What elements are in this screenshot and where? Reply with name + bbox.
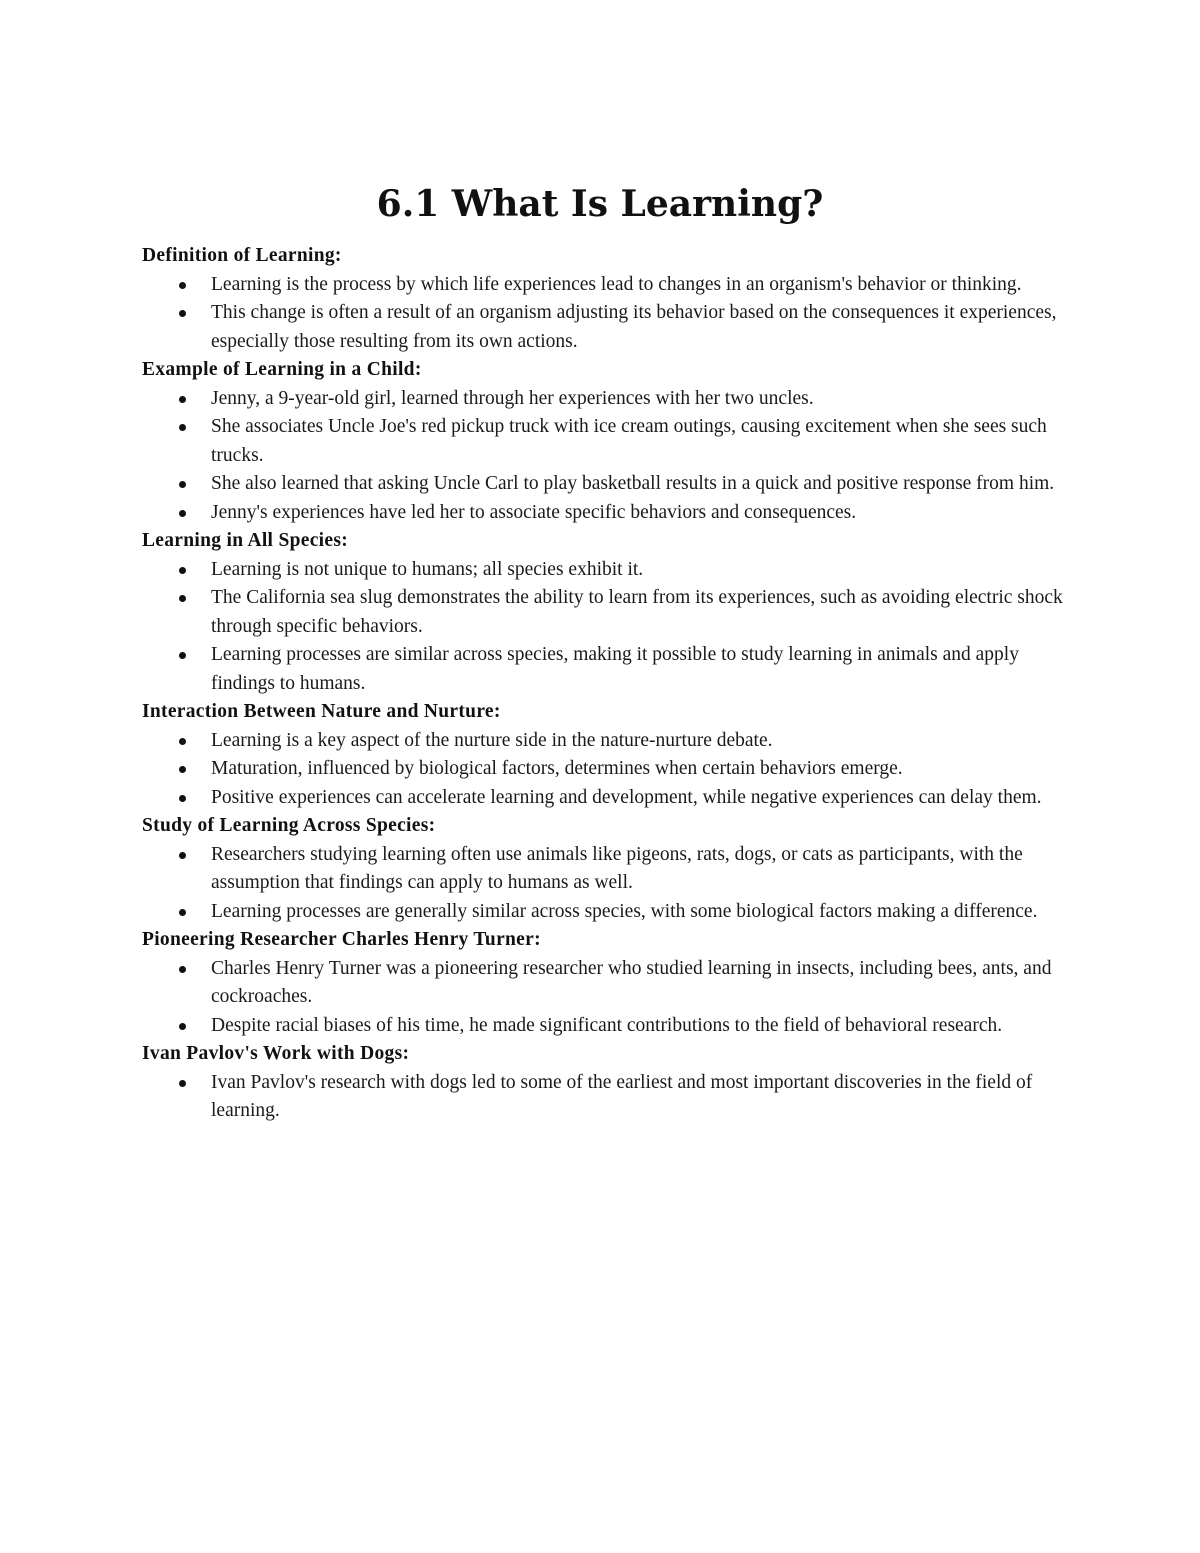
bullet-icon <box>179 1080 186 1087</box>
list-item-text: Ivan Pavlov's research with dogs led to some of the earliest and most important discoveries in the field of learning. <box>211 1071 1033 1121</box>
section-heading: Study of Learning Across Species: <box>142 815 436 836</box>
section-ivan-pavlovs-work-with-dogs <box>142 1040 1072 1126</box>
bullet-icon <box>179 396 186 403</box>
list-item <box>142 727 1072 756</box>
list-item-text: Learning is the process by which life experiences lead to changes in an organism's behavior or thinking. <box>211 273 1022 295</box>
list-item <box>142 1069 1072 1126</box>
bullet-icon <box>179 795 186 802</box>
bullet-icon <box>179 567 186 574</box>
bullet-icon <box>179 510 186 517</box>
list-item <box>142 584 1072 641</box>
section-definition-of-learning <box>142 242 1072 356</box>
list-item-text: Learning is not unique to humans; all species exhibit it. <box>211 558 644 580</box>
section-heading: Example of Learning in a Child: <box>142 359 422 380</box>
list-item-text: The California sea slug demonstrates the ability to learn from its experiences, such as avoiding electric shock through specific behaviors. <box>211 587 1063 637</box>
bullet-icon <box>179 966 186 973</box>
section-interaction-between-nature-and-nurture <box>142 698 1072 812</box>
bullet-icon <box>179 310 186 317</box>
bullet-list <box>142 556 1072 699</box>
list-item-text: Jenny, a 9-year-old girl, learned through her experiences with her two uncles. <box>211 387 814 409</box>
section-learning-in-all-species <box>142 527 1072 698</box>
bullet-icon <box>179 282 186 289</box>
list-item <box>142 299 1072 356</box>
list-item-text: She also learned that asking Uncle Carl to play basketball results in a quick and positive response from him. <box>211 473 1055 494</box>
page-title: 6.1 What Is Learning? <box>376 183 824 225</box>
list-item <box>142 470 1072 499</box>
bullet-list <box>142 955 1072 1041</box>
list-item-text: Positive experiences can accelerate learning and development, while negative experiences can delay them. <box>211 786 1042 808</box>
bullet-icon <box>179 738 186 745</box>
section-study-of-learning-across-species <box>142 812 1072 926</box>
document-body <box>142 242 1072 1126</box>
section-heading: Definition of Learning: <box>142 245 342 266</box>
list-item <box>142 641 1072 698</box>
section-pioneering-researcher-charles-henry-turner <box>142 926 1072 1040</box>
list-item <box>142 1012 1072 1041</box>
list-item-text: Despite racial biases of his time, he made significant contributions to the field of behavioral research. <box>211 1014 1003 1036</box>
section-example-of-learning-in-a-child <box>142 356 1072 527</box>
bullet-list <box>142 841 1072 927</box>
list-item <box>142 755 1072 784</box>
bullet-icon <box>179 481 186 488</box>
bullet-icon <box>179 424 186 431</box>
list-item-text: Learning is a key aspect of the nurture side in the nature-nurture debate. <box>211 729 773 751</box>
list-item-text: This change is often a result of an organism adjusting its behavior based on the consequences it experiences, especially those resulting from its own actions. <box>211 302 1057 352</box>
list-item <box>142 841 1072 898</box>
bullet-list <box>142 727 1072 813</box>
bullet-icon <box>179 1023 186 1030</box>
bullet-list <box>142 271 1072 357</box>
list-item-text: She associates Uncle Joe's red pickup truck with ice cream outings, causing excitement when she sees such trucks. <box>211 416 1047 466</box>
section-heading: Learning in All Species: <box>142 530 349 551</box>
list-item <box>142 898 1072 927</box>
list-item <box>142 499 1072 528</box>
list-item-text: Maturation, influenced by biological factors, determines when certain behaviors emerge. <box>211 758 903 779</box>
bullet-icon <box>179 595 186 602</box>
bullet-list <box>142 385 1072 528</box>
bullet-icon <box>179 766 186 773</box>
list-item <box>142 413 1072 470</box>
list-item <box>142 385 1072 414</box>
bullet-icon <box>179 852 186 859</box>
list-item <box>142 955 1072 1012</box>
list-item <box>142 556 1072 585</box>
section-heading: Pioneering Researcher Charles Henry Turner: <box>142 929 541 950</box>
list-item-text: Researchers studying learning often use animals like pigeons, rats, dogs, or cats as participants, with the assumption that findings can apply to humans as well. <box>211 843 1023 893</box>
list-item-text: Learning processes are similar across species, making it possible to study learning in animals and apply findings to humans. <box>211 644 1019 694</box>
section-heading: Ivan Pavlov's Work with Dogs: <box>142 1043 410 1064</box>
bullet-icon <box>179 652 186 659</box>
bullet-icon <box>179 909 186 916</box>
bullet-list <box>142 1069 1072 1126</box>
list-item-text: Charles Henry Turner was a pioneering researcher who studied learning in insects, including bees, ants, and cockroaches. <box>211 957 1052 1007</box>
section-heading: Interaction Between Nature and Nurture: <box>142 701 501 722</box>
list-item <box>142 271 1072 300</box>
list-item <box>142 784 1072 813</box>
list-item-text: Learning processes are generally similar across species, with some biological factors making a difference. <box>211 900 1038 922</box>
list-item-text: Jenny's experiences have led her to associate specific behaviors and consequences. <box>211 501 857 523</box>
